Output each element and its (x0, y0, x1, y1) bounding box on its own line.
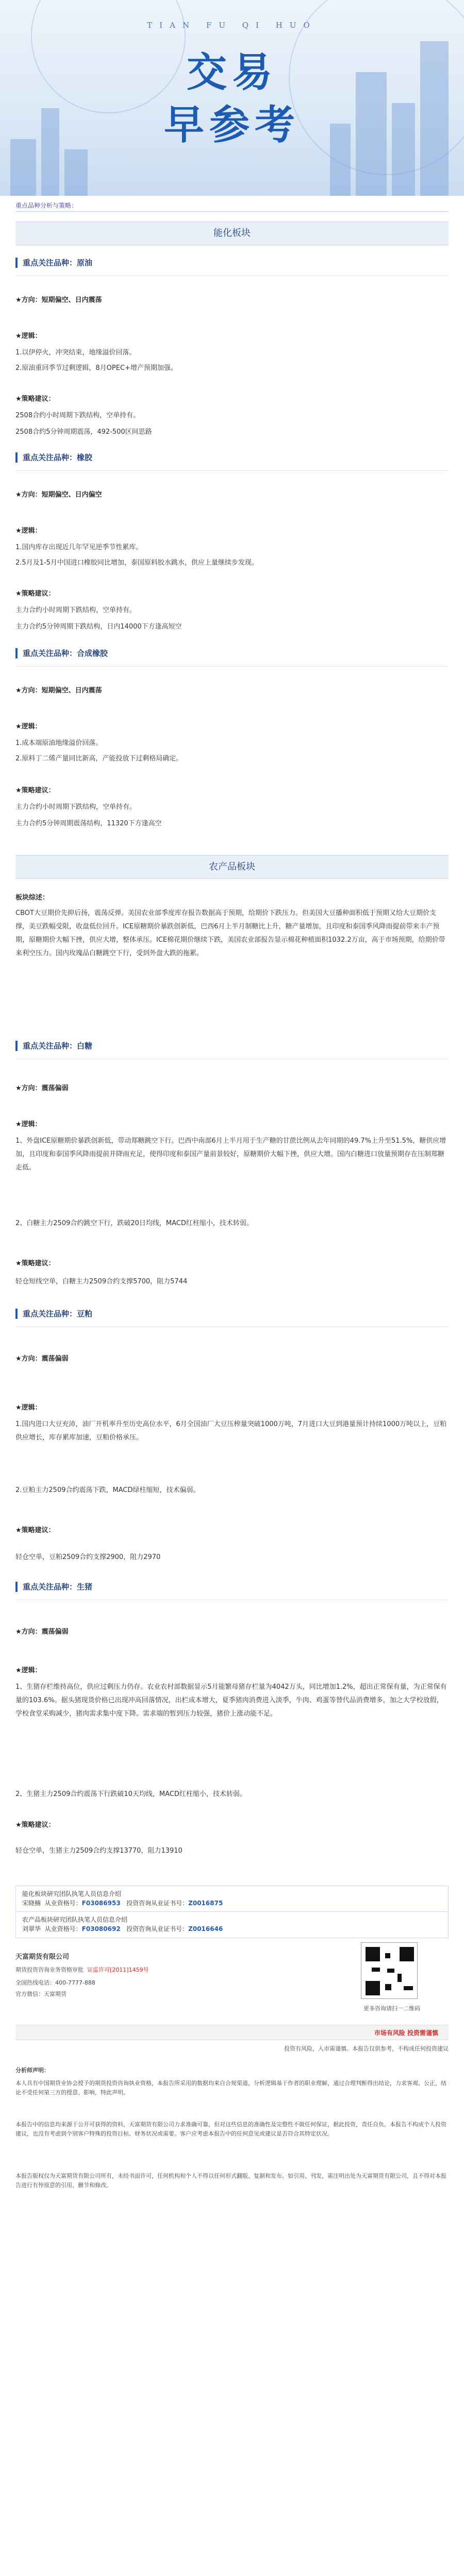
strategy-item: 轻仓空单，生猪主力2509合约支撑13770，阻力13910 (15, 1847, 183, 1855)
license-number: 证监许可[2011]1459号 (87, 1967, 149, 1973)
contact-row-agri (16, 1912, 448, 1938)
qr-code[interactable] (361, 1942, 418, 1999)
contact-credentials: 刘翠华 从业资格号：F03080692 投资咨询从业证书号：Z0016646 (22, 1925, 223, 1933)
direction-crude: ★方向：短期偏空、日内震荡 (15, 296, 102, 304)
logic-item: 1、生猪存栏维持高位，供应过剩压力仍存。农业农村部数据显示5月能繁母猪存栏量为4042万头，同比增加1.2%，超出正常保有量，为正常保有量的103.6%。据头猪现货价格已出现冲高回落情况，出栏成本增大，夏季猪肉消费进入淡季，牛肉、鸡蛋等替代品消费增多，加之大学校放假，学校食堂采购减少，猪肉需求集中度下降。需求端的暂到压力较强，猪价上涨动能不足。 (15, 1683, 447, 1718)
analyst-name: 宋晓楠 (22, 1900, 41, 1907)
strategy-item: 2508合约小时周期下跌结构，空单持有。 (15, 412, 140, 419)
strategy-item: 主力合约小时周期下跌结构，空单持有。 (15, 606, 137, 614)
company-unit: 期货投资咨询业务资格审批 证监许可[2011]1459号 (15, 1967, 149, 1973)
building-silhouette (64, 149, 88, 196)
logic-item: 1.成本端原油地缘溢价回落。 (15, 739, 103, 747)
direction-rubber: ★方向：短期偏空、日内偏空 (15, 491, 102, 499)
analyst-name: 刘翠华 (22, 1925, 41, 1933)
banner-title-line2: 早参考 (163, 102, 300, 148)
wechat-account: 官方微信：天富期货 (15, 1991, 67, 1997)
qr-caption: 更多咨询请扫一二维码 (363, 2005, 420, 2012)
focus-head-soymeal: 重点关注品种：豆粕 (15, 1309, 449, 1319)
section-title-energy: 能化板块 (15, 222, 449, 245)
strategy-item: 主力合约5分钟周期下跌结构，日内14000下方逢高短空 (15, 623, 182, 631)
strategy-label: ★策略建议： (15, 395, 55, 403)
focus-head-synthetic-rubber: 重点关注品种：合成橡胶 (15, 648, 449, 658)
logic-item: 2、生猪主力2509合约震荡下行跌破10天均线，MACD红柱缩小，技术转弱。 (15, 1790, 246, 1798)
logic-item: 1.国内进口大豆充沛，油厂开机率升至历史高位水平，6月全国油厂大豆压榨量突破1000万吨，7月进口大豆到港量预计持续1000万吨以上，豆粕供应增长，库存累库加速，豆粕价格承压。 (15, 1420, 447, 1442)
logic-label: ★逻辑： (15, 1121, 42, 1128)
strategy-item: 2508合约5分钟周期震荡，492-500区间思路 (15, 428, 152, 436)
logic-label: ★逻辑： (15, 1667, 42, 1674)
consulting-code: Z0016646 (188, 1925, 223, 1933)
focus-head-sugar: 重点关注品种：白糖 (15, 1041, 449, 1051)
strategy-label: ★策略建议： (15, 590, 55, 598)
logic-item: 1.国内库存出现近几年罕见逆季节性累库。 (15, 544, 143, 551)
direction-synthetic-rubber: ★方向：短期偏空、日内震荡 (15, 687, 102, 694)
strategy-item: 主力合约小时周期下跌结构，空单持有。 (15, 803, 137, 811)
direction-soymeal: ★方向：震荡偏弱 (15, 1355, 69, 1363)
logic-label: ★逻辑： (15, 527, 42, 535)
focus-head-hog: 重点关注品种：生猪 (15, 1582, 449, 1592)
focus-head-rubber: 重点关注品种：橡胶 (15, 452, 449, 463)
strategy-item: 主力合约5分钟周期震荡结构，11320下方逢高空 (15, 820, 162, 827)
section-title-agri: 农产品板块 (15, 855, 449, 879)
direction-hog: ★方向：震荡偏弱 (15, 1628, 69, 1636)
logic-item: 1、外盘ICE原糖期价暴跌创新低，带动郑糖跳空下行。巴西中南部6月上半月用于生产糖的甘蔗比例从去年同期的49.7%上升至51.5%，糖供应增加，且印度和泰国季风降雨提前并降雨充足，使得印度和泰国产量前景较好，原糖期价大幅下挫，供应大增。国内白糖进口放量预期存在压制郑糖走低。 (15, 1137, 446, 1172)
qualification-code: F03080692 (81, 1925, 121, 1933)
banner-pinyin: TIAN FU QI HUO (147, 21, 317, 30)
divider (15, 470, 449, 471)
strategy-label: ★策略建议： (15, 1527, 55, 1534)
summary-text: CBOT大豆期价先抑后扬，震荡反弹。美国农业部季度库存报告数据高于预期，给期价下跌压力。但美国大豆播种面积低于预期又给大豆期价支撑，美豆跌幅受限，收盘低位回升。ICE原糖期价暴跌创新低，巴西6月上半月制糖比上升，糖产量增加，且印度和泰国季风降雨提前带来丰产预期，原糖期价大幅下挫，供应大增，整体承压。ICE棉花期价继续下跌，美国农业部报告显示棉花种植面积1032.2万亩，高于市场预期，给期价带来利空压力。国内玫瑰品白糖跳空下行，受到外盘大跌的拖累。 (15, 909, 445, 957)
qualification-code: F03086953 (81, 1900, 121, 1907)
banner-title-line1: 交易 (186, 49, 277, 96)
risk-note: 投资有风险，入市需谨慎。本报告仅供参考，不构成任何投资建议 (284, 2045, 449, 2052)
header-banner (0, 0, 464, 196)
logic-item: 2.原料丁二烯产量同比新高，产能投放下过剩格局确定。 (15, 755, 183, 762)
hotline: 全国热线电话：400-7777-888 (15, 1979, 95, 1986)
divider (15, 211, 449, 212)
logic-label: ★逻辑： (15, 723, 42, 731)
disclaimer-paragraph: 本人具有中国期货业协会授予的期货投资咨询执业资格，本报告所采用的数据均来自合规渠道，分析逻辑基于作者的职业理解，通过合理判断得出结论，力求客观、公正，结论不受任何第三方的授意、影响，特此声明。 (15, 2080, 446, 2096)
logic-item: 2.豆粕主力2509合约震荡下跌，MACD绿柱缩短，技术偏弱。 (15, 1486, 200, 1494)
logic-label: ★逻辑： (15, 332, 42, 340)
divider (15, 666, 449, 667)
disclaimer-title: 分析师声明： (15, 2067, 49, 2074)
focus-head-crude: 重点关注品种：原油 (15, 258, 449, 268)
strategy-label: ★策略建议： (15, 787, 55, 794)
strategy-label: ★策略建议： (15, 1821, 55, 1829)
logic-item: 1.以伊停火，冲突结束，地缘溢价回落。 (15, 349, 136, 357)
logic-item: 2、白糖主力2509合约跳空下行，跌破20日均线，MACD红柱缩小，技术转弱。 (15, 1219, 253, 1227)
analyst-contacts (15, 1886, 449, 1938)
logic-item: 2.原油重回季节过剩逻辑，8月OPEC+增产预期加强。 (15, 364, 177, 372)
direction-sugar: ★方向：震荡偏弱 (15, 1084, 69, 1092)
contact-title: 能化板块研究团队执笔人员信息介绍 (22, 1890, 122, 1897)
consulting-code: Z0016875 (188, 1900, 223, 1907)
strategy-label: ★策略建议： (15, 1260, 55, 1267)
logic-label: ★逻辑： (15, 1404, 42, 1412)
disclaimer-paragraph: 本报告版权仅为天富期货有限公司所有，未经书面许可，任何机构和个人不得以任何形式翻版、复制和发布。如引用、刊发，需注明出处为天富期货有限公司，且不得对本报告进行有悖原意的引用、删节和修改。 (15, 2173, 446, 2189)
strategy-item: 轻仓空单，豆粕2509合约支撑2900，阻力2970 (15, 1553, 161, 1561)
contact-title: 农产品板块研究团队执笔人员信息介绍 (22, 1916, 128, 1923)
strategy-item: 轻仓短线空单，白糖主力2509合约支撑5700，阻力5744 (15, 1278, 188, 1285)
contact-credentials: 宋晓楠 从业资格号：F03086953 投资咨询从业证书号：Z0016875 (22, 1900, 223, 1907)
disclaimer-paragraph: 本报告中的信息均来源于公开可获得的资料，天富期货有限公司力求准确可靠，但对这些信息的准确性及完整性不做任何保证，据此投资，责任自负。本报告不构成个人投资建议，也没有考虑到个别客户特殊的投资目标、财务状况或需要。客户应考虑本报告中的任何意见或建议是否符合其特定状况。 (15, 2121, 446, 2137)
company-name: 天富期货有限公司 (15, 1953, 70, 1961)
logic-item: 2.5月及1-5月中国进口橡胶同比增加，泰国原料胶水跳水，供应上量继续步发现。 (15, 559, 258, 567)
tagline: 重点品种分析与策略： (15, 202, 78, 209)
risk-slogan: 市场有风险 投资需谨慎 (374, 2029, 438, 2037)
contact-row-energy (16, 1886, 448, 1912)
risk-bar (15, 2025, 449, 2040)
summary-label: 板块综述： (15, 894, 49, 902)
